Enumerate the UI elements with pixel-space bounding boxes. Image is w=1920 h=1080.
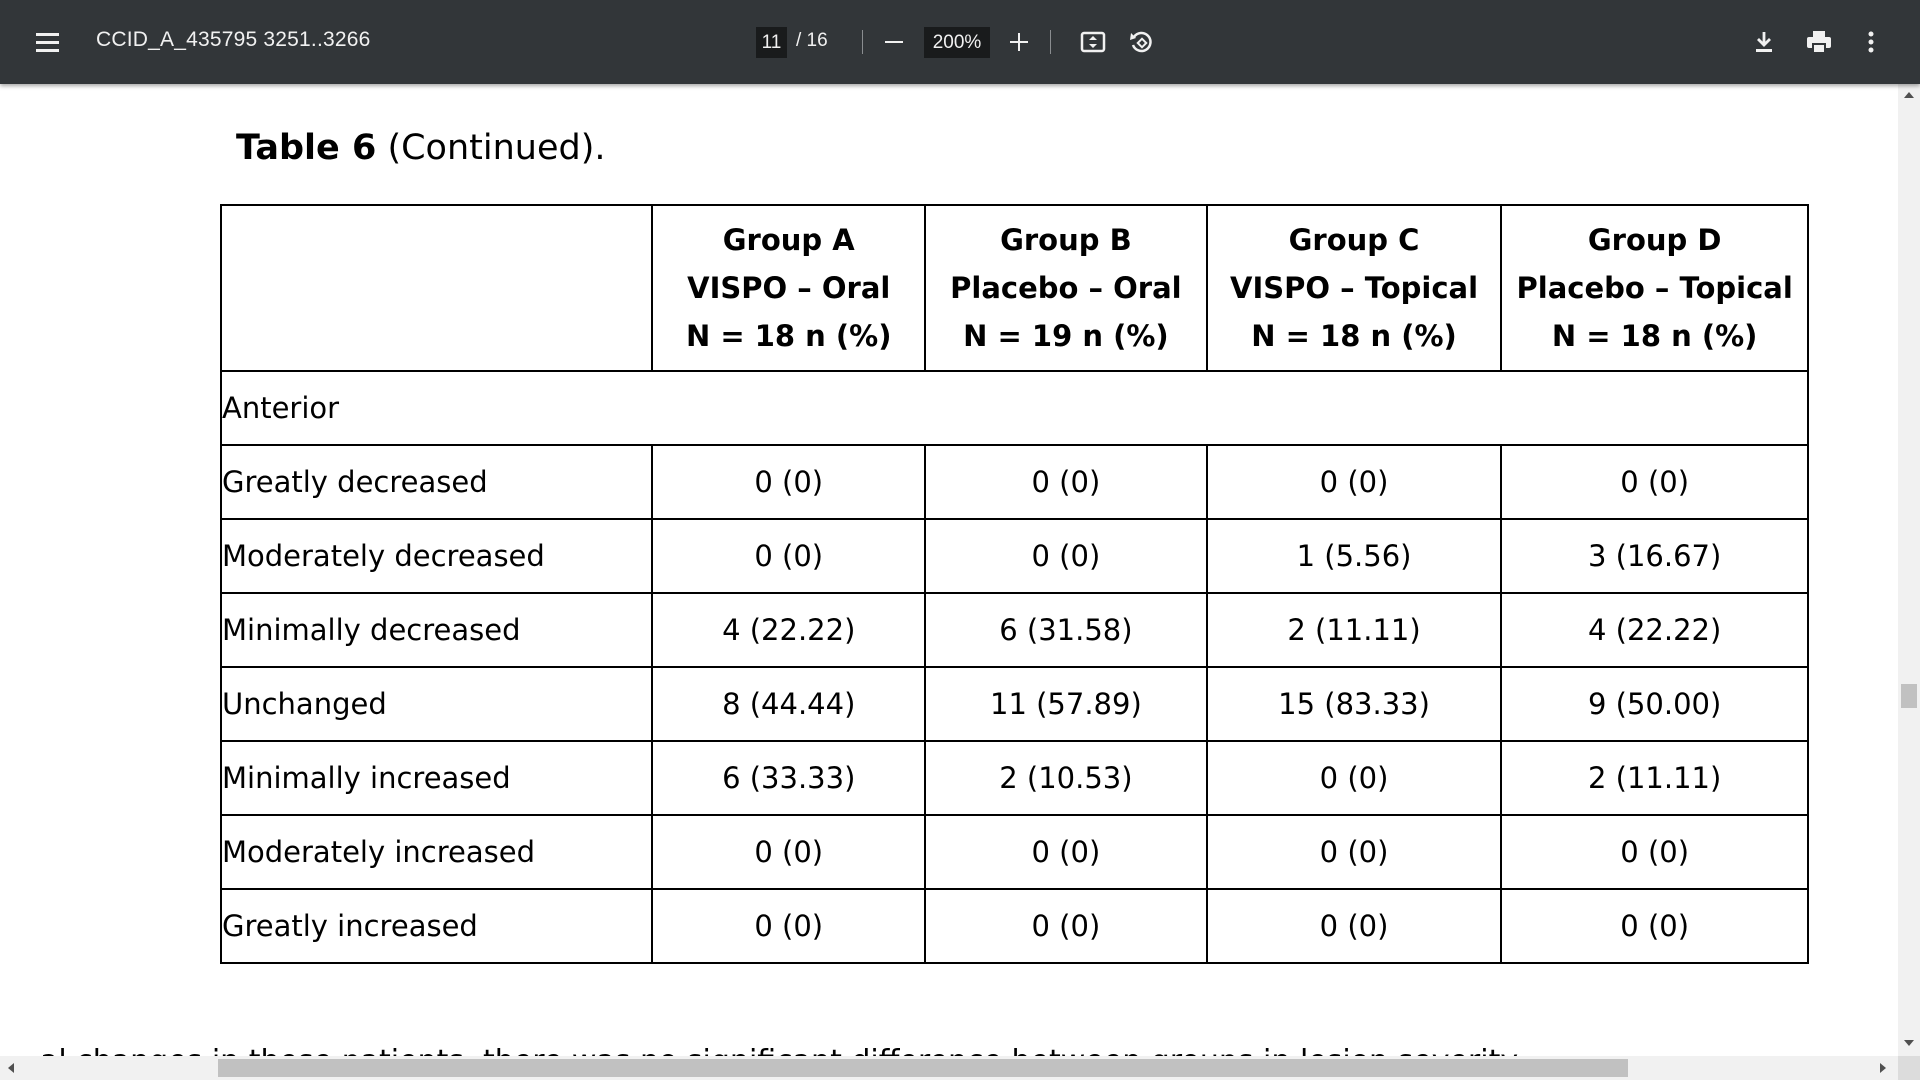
table-row [221, 519, 1808, 593]
scroll-down-arrow-icon[interactable] [1904, 1040, 1914, 1046]
caption-label: Table 6 [236, 128, 377, 168]
page-total-label: / 16 [796, 30, 828, 51]
table-cell: 6 (33.33) [652, 741, 925, 815]
data-table [220, 204, 1809, 964]
document-viewport [0, 84, 1898, 1056]
scroll-right-arrow-icon[interactable] [1880, 1063, 1886, 1073]
row-label: Minimally decreased [221, 593, 652, 667]
table-cell: 0 (0) [1501, 889, 1808, 963]
table-header-row [221, 205, 1808, 371]
table-cell: 2 (11.11) [1207, 593, 1502, 667]
table-cell: 0 (0) [925, 815, 1207, 889]
row-label: Moderately increased [221, 815, 652, 889]
scroll-up-arrow-icon[interactable] [1904, 92, 1914, 98]
vertical-scrollbar[interactable] [1898, 84, 1920, 1056]
table-cell: 0 (0) [925, 519, 1207, 593]
section-label: Anterior [221, 371, 1808, 445]
zoom-level-input[interactable]: 200% [924, 27, 990, 58]
rotate-icon[interactable] [1121, 22, 1161, 62]
header-group-c: Group C VISPO – Topical N = 18 n (%) [1207, 205, 1502, 371]
row-label: Greatly decreased [221, 445, 652, 519]
print-icon[interactable] [1798, 22, 1838, 62]
more-options-icon[interactable] [1851, 22, 1891, 62]
table-cell: 11 (57.89) [925, 667, 1207, 741]
table-cell: 9 (50.00) [1501, 667, 1808, 741]
vertical-scroll-thumb[interactable] [1901, 684, 1917, 708]
download-icon[interactable] [1744, 22, 1784, 62]
table-cell: 4 (22.22) [652, 593, 925, 667]
header-group-d: Group D Placebo – Topical N = 18 n (%) [1501, 205, 1808, 371]
table-cell: 0 (0) [1207, 815, 1502, 889]
table-cell: 0 (0) [1207, 741, 1502, 815]
header-group-a: Group A VISPO – Oral N = 18 n (%) [652, 205, 925, 371]
table-cell: 6 (31.58) [925, 593, 1207, 667]
table-cell: 2 (10.53) [925, 741, 1207, 815]
page-number-input[interactable]: 11 [756, 27, 787, 58]
zoom-in-icon[interactable] [999, 22, 1039, 62]
table-cell: 3 (16.67) [1501, 519, 1808, 593]
caption-text: (Continued). [376, 128, 606, 168]
table-cell: 4 (22.22) [1501, 593, 1808, 667]
document-title: CCID_A_435795 3251..3266 [96, 28, 371, 51]
table-cell: 0 (0) [1501, 815, 1808, 889]
horizontal-scrollbar[interactable] [0, 1056, 1898, 1080]
header-group-b: Group B Placebo – Oral N = 19 n (%) [925, 205, 1207, 371]
table-cell: 2 (11.11) [1501, 741, 1808, 815]
table-row [221, 741, 1808, 815]
table-row [221, 593, 1808, 667]
scrollbar-corner [1898, 1056, 1920, 1080]
table-cell: 0 (0) [652, 815, 925, 889]
table-cell: 1 (5.56) [1207, 519, 1502, 593]
fit-page-icon[interactable] [1073, 22, 1113, 62]
toolbar-divider [1050, 30, 1051, 54]
table-caption [236, 128, 605, 168]
section-row [221, 371, 1808, 445]
table-cell: 0 (0) [1207, 445, 1502, 519]
row-label: Unchanged [221, 667, 652, 741]
table-cell: 0 (0) [652, 519, 925, 593]
table-row [221, 445, 1808, 519]
table-row [221, 667, 1808, 741]
table-cell: 0 (0) [652, 889, 925, 963]
table-cell: 8 (44.44) [652, 667, 925, 741]
menu-icon[interactable] [28, 26, 68, 58]
horizontal-scroll-thumb[interactable] [218, 1059, 1628, 1077]
toolbar-divider [862, 30, 863, 54]
row-label: Moderately decreased [221, 519, 652, 593]
pdf-toolbar [0, 0, 1920, 84]
scroll-left-arrow-icon[interactable] [8, 1063, 14, 1073]
table-cell: 0 (0) [1501, 445, 1808, 519]
zoom-out-icon[interactable] [874, 22, 914, 62]
table-cell: 15 (83.33) [1207, 667, 1502, 741]
table-cell: 0 (0) [652, 445, 925, 519]
table-cell: 0 (0) [925, 889, 1207, 963]
row-label: Greatly increased [221, 889, 652, 963]
table-cell: 0 (0) [1207, 889, 1502, 963]
header-empty-cell [221, 205, 652, 371]
table-row [221, 815, 1808, 889]
table-cell: 0 (0) [925, 445, 1207, 519]
table-row [221, 889, 1808, 963]
row-label: Minimally increased [221, 741, 652, 815]
